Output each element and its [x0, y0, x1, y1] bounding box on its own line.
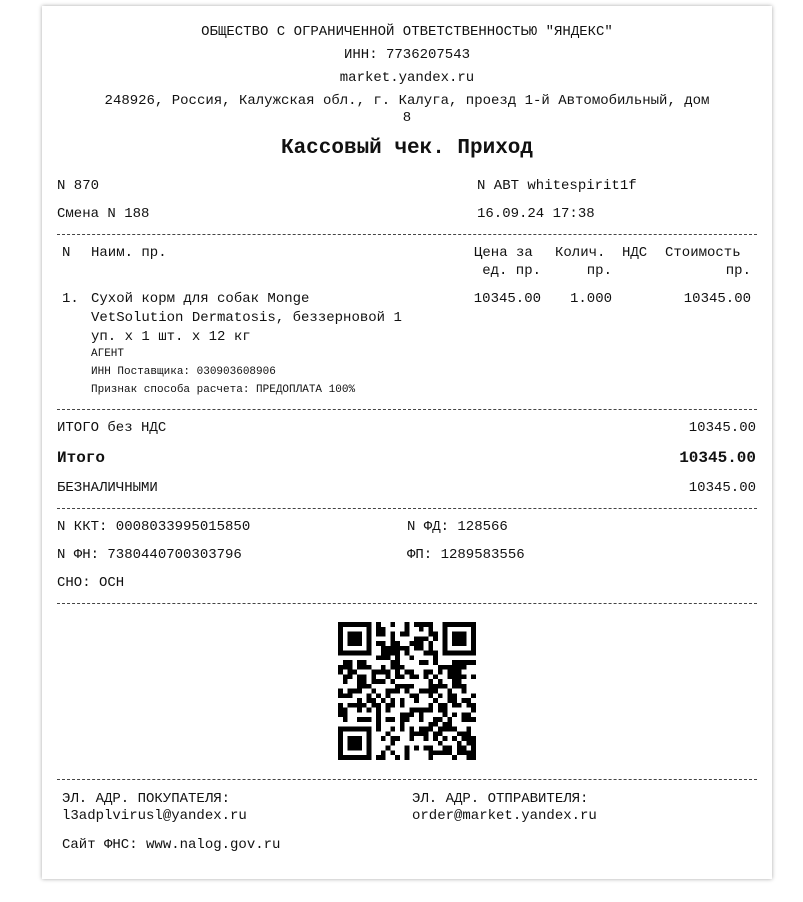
org-site: market.yandex.ru — [339, 70, 475, 86]
item-name-line3: уп. х 1 шт. х 12 кг — [91, 329, 251, 345]
separator — [57, 603, 757, 604]
separator — [57, 779, 757, 780]
total-label: Итого — [57, 449, 106, 467]
org-address-line2: 8 — [402, 110, 412, 126]
sender-email-label: ЭЛ. АДР. ОТПРАВИТЕЛЯ: — [412, 791, 589, 807]
terminal-id: N АВТ whitespirit1f — [477, 178, 637, 194]
shift-number: Смена N 188 — [57, 206, 150, 222]
separator — [57, 508, 757, 509]
fp-number: ФП: 1289583556 — [407, 547, 525, 563]
org-name: ОБЩЕСТВО С ОГРАНИЧЕННОЙ ОТВЕТСТВЕННОСТЬЮ "ЯНДЕКС" — [201, 24, 613, 40]
buyer-email-label: ЭЛ. АДР. ПОКУПАТЕЛЯ: — [62, 791, 231, 807]
item-price: 10345.00 — [473, 291, 541, 307]
cashless-value: 10345.00 — [688, 480, 756, 496]
total-no-vat-value: 10345.00 — [688, 420, 756, 436]
item-name-line2: VetSolution Dermatosis, беззерновой 1 — [91, 310, 402, 326]
col-header-qty-1: Колич. — [555, 245, 606, 261]
fn-number: N ФН: 7380440700303796 — [57, 547, 242, 563]
item-payment-method: Признак способа расчета: ПРЕДОПЛАТА 100% — [91, 384, 356, 396]
receipt — [42, 6, 772, 879]
receipt-title: Кассовый чек. Приход — [280, 137, 534, 160]
total-value: 10345.00 — [679, 449, 756, 467]
cashless-label: БЕЗНАЛИЧНЫМИ — [57, 480, 158, 496]
receipt-number: N 870 — [57, 178, 100, 194]
col-header-price-1: Цена за — [474, 245, 533, 261]
col-header-name: Наим. пр. — [91, 245, 167, 261]
sno-value: СНО: ОСН — [57, 575, 125, 591]
org-address-line1: 248926, Россия, Калужская обл., г. Калуга, проезд 1-й Автомобильный, дом — [104, 93, 710, 109]
qr-code — [338, 622, 476, 760]
buyer-email: l3adplvirusl@yandex.ru — [62, 808, 247, 824]
total-no-vat-label: ИТОГО без НДС — [57, 420, 167, 436]
sender-email: order@market.yandex.ru — [412, 808, 597, 824]
item-number: 1. — [62, 291, 79, 307]
fd-number: N ФД: 128566 — [407, 519, 508, 535]
separator — [57, 409, 757, 410]
kkt-number: N ККТ: 0008033995015850 — [57, 519, 251, 535]
item-name-line1: Сухой корм для собак Monge — [91, 291, 310, 307]
item-qty: 1.000 — [569, 291, 612, 307]
col-header-vat: НДС — [622, 245, 648, 261]
item-supplier-inn: ИНН Поставщика: 030903608906 — [91, 366, 276, 378]
col-header-n: N — [62, 245, 71, 261]
col-header-qty-2: пр. — [586, 263, 612, 279]
col-header-cost-2: пр. — [725, 263, 751, 279]
receipt-datetime: 16.09.24 17:38 — [477, 206, 595, 222]
item-agent: АГЕНТ — [91, 348, 125, 360]
org-inn: ИНН: 7736207543 — [343, 47, 471, 63]
col-header-cost-1: Стоимость — [665, 245, 741, 261]
separator — [57, 234, 757, 235]
fns-site: Сайт ФНС: www.nalog.gov.ru — [62, 837, 281, 853]
col-header-price-2: ед. пр. — [482, 263, 541, 279]
item-cost: 10345.00 — [683, 291, 751, 307]
